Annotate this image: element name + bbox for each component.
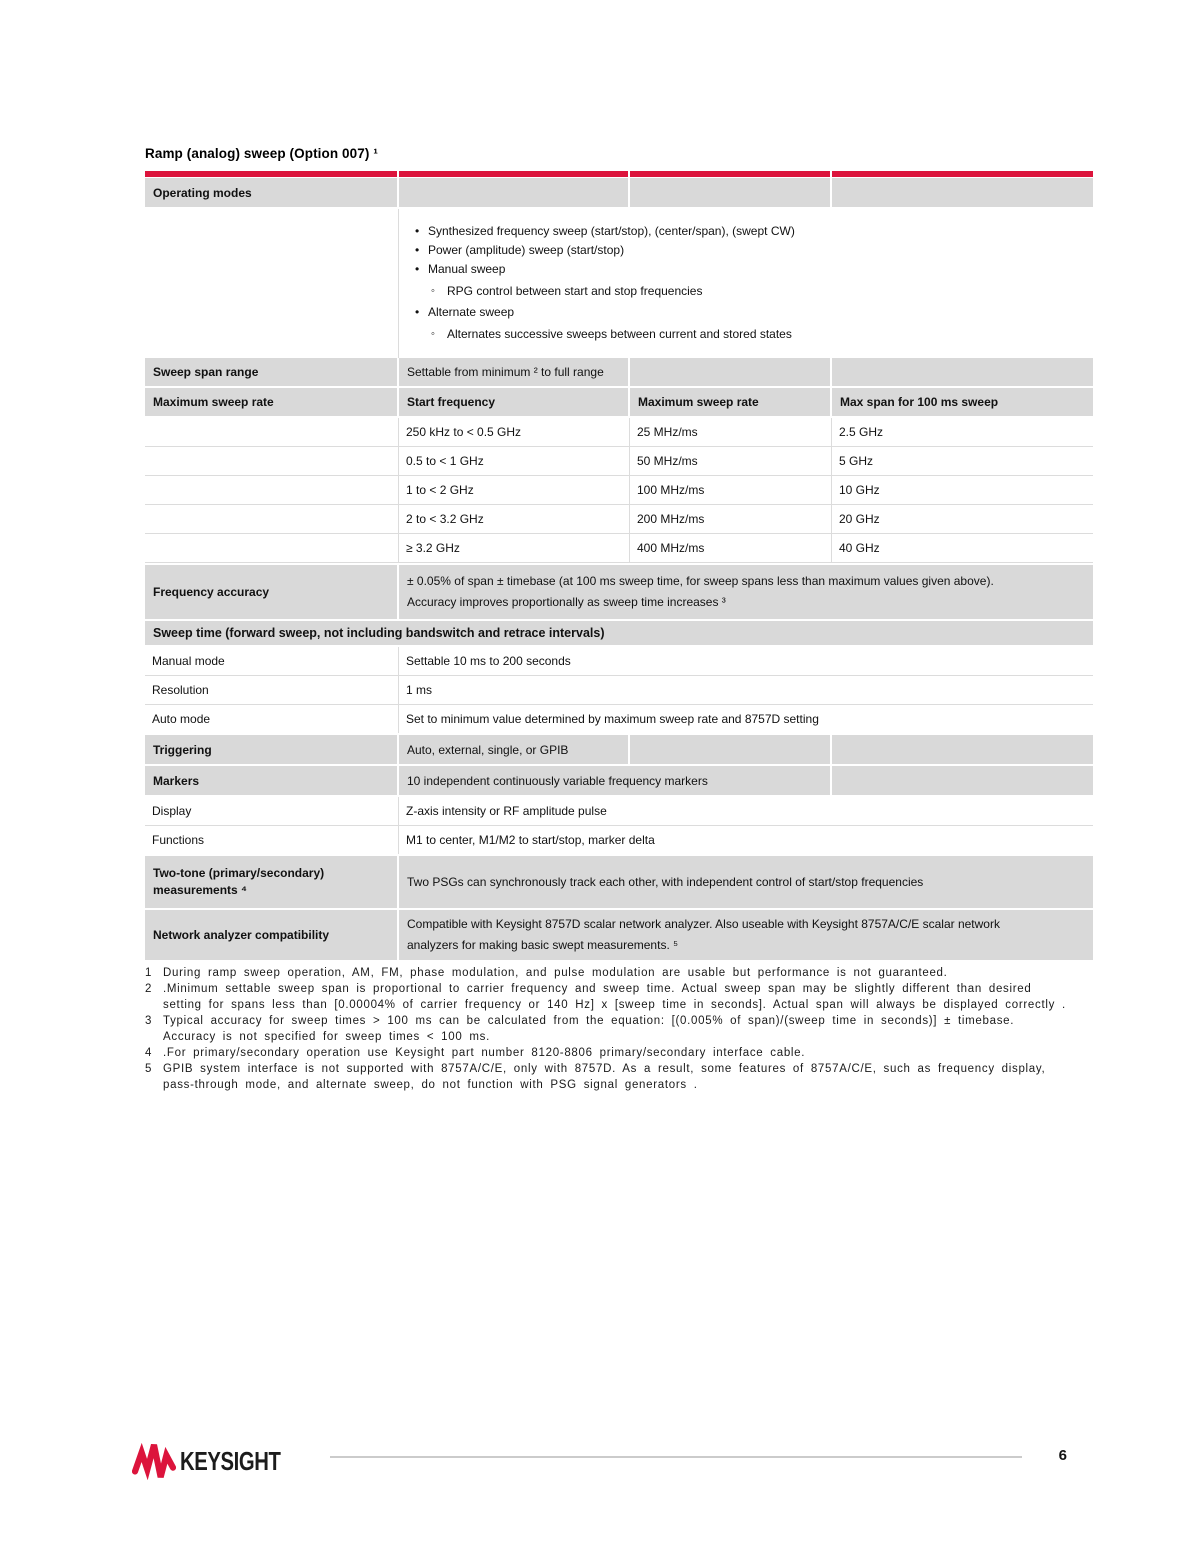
spec-table-section (145, 146, 1093, 1093)
footnote-text: Typical accuracy for sweep times > 100 ms can be calculated from the equation: [(0.005% of span)/(sweep time in seconds)] ± timebase. Accuracy is not specified for sweep times < 100 ms. (163, 1015, 1015, 1043)
column-header: Start frequency (399, 388, 628, 416)
footnote (145, 981, 1069, 1013)
footnotes (145, 965, 1069, 1093)
max-span: 5 GHz (839, 454, 874, 468)
row-operating-modes (145, 178, 1093, 207)
list-item: • Manual sweep (399, 260, 1093, 279)
footnote (145, 965, 1069, 981)
table-row (145, 447, 1093, 476)
row-value: Compatible with Keysight 8757D scalar network analyzer. Also useable with Keysight 8757A/C/E scalar network analyzers for making basic swept measurements. ⁵ (407, 917, 1000, 952)
start-frequency: 250 kHz to < 0.5 GHz (399, 418, 630, 446)
footnote-text: During ramp sweep operation, AM, FM, phase modulation, and pulse modulation are usable but performance is not guaranteed. (163, 967, 948, 979)
max-span: 10 GHz (839, 483, 880, 497)
sweep-rate: 50 MHz/ms (630, 447, 832, 475)
row-value: ± 0.05% of span ± timebase (at 100 ms sweep time, for sweep spans less than maximum values given above). Accuracy improves proportionally as sweep time increases ³ (407, 574, 994, 609)
row-value: Settable 10 ms to 200 seconds (406, 654, 571, 668)
footnote-number: 1 (145, 967, 152, 979)
row-two-tone (145, 856, 1093, 908)
start-frequency: 2 to < 3.2 GHz (399, 505, 630, 533)
max-span: 20 GHz (839, 512, 880, 526)
row-label: Manual mode (145, 647, 399, 675)
row-manual-mode (145, 647, 1093, 676)
row-label: Maximum sweep rate (145, 388, 397, 416)
row-label: Resolution (145, 676, 399, 704)
list-item: • Power (amplitude) sweep (start/stop) (399, 241, 1093, 260)
list-sub-item: ◦ RPG control between start and stop frequencies (399, 282, 1093, 301)
operating-modes-detail (145, 209, 1093, 358)
row-value: Two PSGs can synchronously track each other, with independent control of start/stop frequencies (399, 856, 1093, 908)
row-value: Z-axis intensity or RF amplitude pulse (406, 804, 607, 818)
keysight-logo (132, 1442, 309, 1480)
row-value: Auto, external, single, or GPIB (399, 735, 628, 764)
row-network-analyzer (145, 910, 1093, 960)
sweep-rate: 400 MHz/ms (630, 534, 832, 562)
row-label: Frequency accuracy (145, 565, 397, 619)
list-sub-item: ◦ Alternates successive sweeps between current and stored states (399, 325, 1093, 344)
column-header: Maximum sweep rate (630, 388, 830, 416)
row-label: Network analyzer compatibility (145, 910, 397, 960)
footer-rule (330, 1456, 1022, 1458)
max-span: 2.5 GHz (839, 425, 884, 439)
row-label: Sweep span range (145, 358, 397, 386)
row-display (145, 797, 1093, 826)
start-frequency: 0.5 to < 1 GHz (399, 447, 630, 475)
section-title: Ramp (analog) sweep (Option 007) ¹ (145, 146, 378, 161)
max-span: 40 GHz (839, 541, 880, 555)
footnote-number: 4 (145, 1047, 152, 1059)
footnote (145, 1013, 1069, 1045)
row-label: Functions (145, 826, 399, 854)
page-footer (0, 1438, 1199, 1498)
sweep-rate: 200 MHz/ms (630, 505, 832, 533)
row-resolution (145, 676, 1093, 705)
row-max-sweep-rate-header (145, 388, 1093, 416)
keysight-wordmark: KEYSIGHT (180, 1445, 281, 1476)
table-row (145, 476, 1093, 505)
sweep-rate: 100 MHz/ms (630, 476, 832, 504)
list-item: • Synthesized frequency sweep (start/stop), (center/span), (swept CW) (399, 222, 1093, 241)
row-sweep-time-header: Sweep time (forward sweep, not including bandswitch and retrace intervals) (145, 621, 1093, 645)
footnote (145, 1061, 1069, 1093)
row-frequency-accuracy (145, 565, 1093, 619)
row-label: Display (145, 797, 399, 825)
footnote-text: .Minimum settable sweep span is proportional to carrier frequency and sweep time. Actual sweep span may be slightly different than desired setting for spans less than [0.00004% of carrier frequency or 140 Hz] x [sweep time in seconds]. Actual span will always be displayed correctly . (163, 983, 1066, 1011)
table-row (145, 418, 1093, 447)
list-item: • Alternate sweep (399, 303, 1093, 322)
footnote-number: 5 (145, 1063, 152, 1075)
footnote (145, 1045, 1069, 1061)
page-number: 6 (1058, 1447, 1067, 1464)
row-label: Two-tone (primary/secondary) measurements ⁴ (145, 856, 397, 908)
row-value: Set to minimum value determined by maximum sweep rate and 8757D setting (406, 712, 819, 726)
operating-modes-list (399, 209, 1093, 358)
accent-bar (145, 171, 1093, 177)
footnote-text: .For primary/secondary operation use Keysight part number 8120-8806 primary/secondary interface cable. (163, 1047, 806, 1059)
sweep-rate: 25 MHz/ms (630, 418, 832, 446)
keysight-spark-icon (132, 1442, 176, 1480)
row-markers (145, 766, 1093, 795)
row-value: 10 independent continuously variable frequency markers (399, 766, 830, 795)
row-triggering (145, 735, 1093, 764)
row-sweep-span-range (145, 358, 1093, 386)
row-label: Markers (145, 766, 397, 795)
row-label: Auto mode (145, 705, 399, 733)
row-label: Triggering (145, 735, 397, 764)
row-value: M1 to center, M1/M2 to start/stop, marker delta (406, 833, 655, 847)
table-row (145, 505, 1093, 534)
row-value: 1 ms (406, 683, 433, 697)
table-row (145, 534, 1093, 563)
row-auto-mode (145, 705, 1093, 733)
start-frequency: ≥ 3.2 GHz (399, 534, 630, 562)
column-header: Max span for 100 ms sweep (832, 388, 1093, 416)
footnote-number: 3 (145, 1015, 152, 1027)
row-functions (145, 826, 1093, 854)
row-label: Operating modes (145, 178, 397, 207)
footnote-number: 2 (145, 983, 152, 995)
row-value: Settable from minimum ² to full range (399, 358, 628, 386)
footnote-text: GPIB system interface is not supported with 8757A/C/E, only with 8757D. As a result, some features of 8757A/C/E, such as frequency display, pass-through mode, and alternate sweep, do not function with PSG signal generators . (163, 1063, 1046, 1091)
start-frequency: 1 to < 2 GHz (399, 476, 630, 504)
